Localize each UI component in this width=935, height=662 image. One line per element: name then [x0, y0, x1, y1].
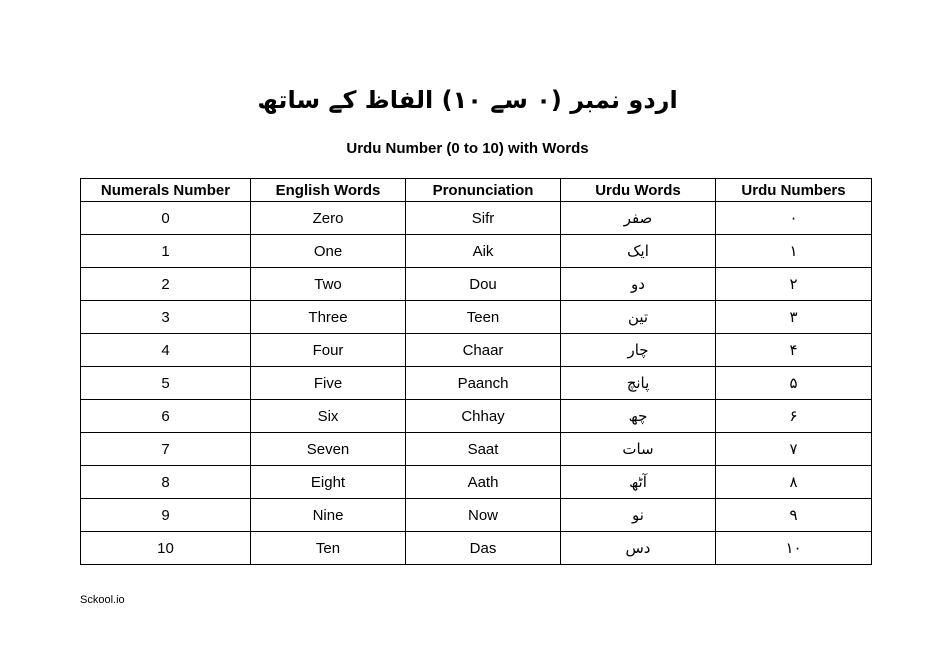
- pronunciation-cell: Dou: [406, 268, 561, 301]
- urdu-numeral-cell: ۳: [716, 301, 872, 334]
- urdu-numbers-table: [80, 178, 872, 565]
- urdu-word-cell: دس: [561, 532, 716, 565]
- urdu-word-cell: چار: [561, 334, 716, 367]
- english-title: Urdu Number (0 to 10) with Words: [346, 140, 589, 157]
- english-word-cell: Two: [251, 268, 406, 301]
- table-row: [81, 433, 872, 466]
- table-row: [81, 400, 872, 433]
- numeral-cell: 6: [81, 400, 251, 433]
- pronunciation-cell: Chaar: [406, 334, 561, 367]
- urdu-word-cell: دو: [561, 268, 716, 301]
- english-word-cell: One: [251, 235, 406, 268]
- numeral-cell: 2: [81, 268, 251, 301]
- header-urdu-words: Urdu Words: [561, 179, 716, 202]
- pronunciation-cell: Teen: [406, 301, 561, 334]
- english-word-cell: Nine: [251, 499, 406, 532]
- urdu-word-cell: سات: [561, 433, 716, 466]
- urdu-word-cell: نو: [561, 499, 716, 532]
- numeral-cell: 3: [81, 301, 251, 334]
- urdu-numeral-cell: ۲: [716, 268, 872, 301]
- pronunciation-cell: Das: [406, 532, 561, 565]
- table-row: [81, 334, 872, 367]
- numeral-cell: 10: [81, 532, 251, 565]
- urdu-word-cell: صفر: [561, 202, 716, 235]
- table-header-row: [81, 179, 872, 202]
- english-word-cell: Four: [251, 334, 406, 367]
- english-word-cell: Five: [251, 367, 406, 400]
- numeral-cell: 7: [81, 433, 251, 466]
- urdu-title: اردو نمبر (۰ سے ۱۰) الفاظ کے ساتھ: [257, 86, 678, 114]
- numeral-cell: 0: [81, 202, 251, 235]
- urdu-numeral-cell: ۰: [716, 202, 872, 235]
- urdu-word-cell: چھ: [561, 400, 716, 433]
- table-row: [81, 499, 872, 532]
- table-row: [81, 268, 872, 301]
- numeral-cell: 8: [81, 466, 251, 499]
- table-row: [81, 367, 872, 400]
- pronunciation-cell: Aik: [406, 235, 561, 268]
- urdu-word-cell: تین: [561, 301, 716, 334]
- header-numerals-number: Numerals Number: [81, 179, 251, 202]
- table-row: [81, 235, 872, 268]
- header-urdu-numbers: Urdu Numbers: [716, 179, 872, 202]
- table-row: [81, 202, 872, 235]
- english-word-cell: Seven: [251, 433, 406, 466]
- urdu-word-cell: پانچ: [561, 367, 716, 400]
- urdu-numeral-cell: ۴: [716, 334, 872, 367]
- numeral-cell: 5: [81, 367, 251, 400]
- english-word-cell: Three: [251, 301, 406, 334]
- urdu-numeral-cell: ۶: [716, 400, 872, 433]
- header-english-words: English Words: [251, 179, 406, 202]
- urdu-numeral-cell: ۸: [716, 466, 872, 499]
- numeral-cell: 9: [81, 499, 251, 532]
- numeral-cell: 4: [81, 334, 251, 367]
- header-pronunciation: Pronunciation: [406, 179, 561, 202]
- table-row: [81, 466, 872, 499]
- english-word-cell: Zero: [251, 202, 406, 235]
- pronunciation-cell: Chhay: [406, 400, 561, 433]
- urdu-numeral-cell: ۱: [716, 235, 872, 268]
- pronunciation-cell: Aath: [406, 466, 561, 499]
- urdu-numeral-cell: ۵: [716, 367, 872, 400]
- table-row: [81, 532, 872, 565]
- urdu-word-cell: آٹھ: [561, 466, 716, 499]
- english-word-cell: Ten: [251, 532, 406, 565]
- footer-brand: Sckool.io: [80, 594, 125, 606]
- pronunciation-cell: Sifr: [406, 202, 561, 235]
- urdu-word-cell: ایک: [561, 235, 716, 268]
- english-word-cell: Eight: [251, 466, 406, 499]
- pronunciation-cell: Saat: [406, 433, 561, 466]
- table-row: [81, 301, 872, 334]
- pronunciation-cell: Now: [406, 499, 561, 532]
- urdu-numeral-cell: ۹: [716, 499, 872, 532]
- pronunciation-cell: Paanch: [406, 367, 561, 400]
- urdu-numeral-cell: ۱۰: [716, 532, 872, 565]
- numeral-cell: 1: [81, 235, 251, 268]
- urdu-numeral-cell: ۷: [716, 433, 872, 466]
- english-word-cell: Six: [251, 400, 406, 433]
